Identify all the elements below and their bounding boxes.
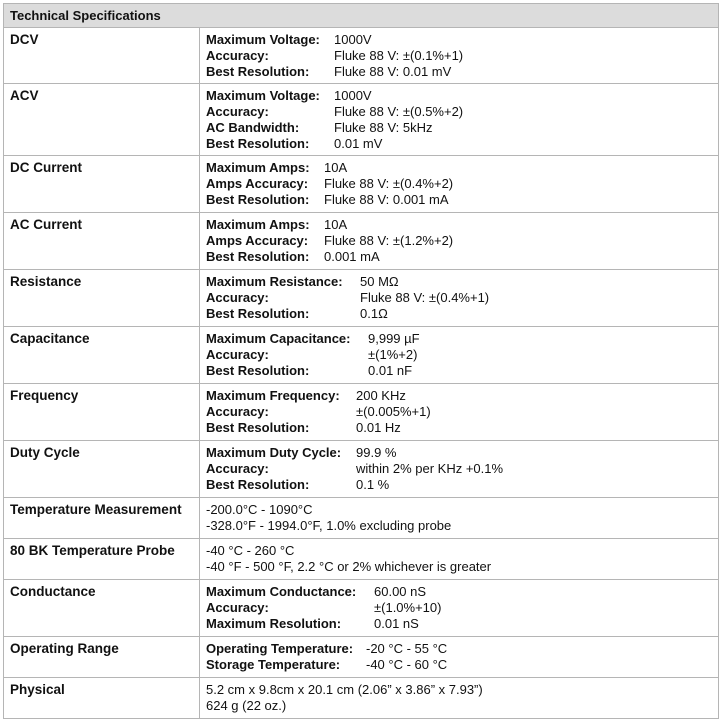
spec-line bbox=[206, 584, 712, 600]
spec-value: 0.1Ω bbox=[360, 306, 388, 321]
spec-line bbox=[206, 274, 712, 290]
spec-label: Accuracy: bbox=[206, 404, 269, 419]
spec-label: Accuracy: bbox=[206, 290, 269, 305]
spec-value: Fluke 88 V: ±(0.4%+1) bbox=[360, 290, 490, 305]
spec-value: 0.01 nS bbox=[374, 616, 419, 631]
spec-label: Storage Temperature: bbox=[206, 657, 341, 672]
spec-label: Maximum Amps: bbox=[206, 217, 310, 232]
spec-line bbox=[206, 600, 712, 616]
spec-value: Fluke 88 V: ±(0.1%+1) bbox=[334, 48, 464, 63]
spec-category: Physical bbox=[4, 678, 200, 719]
table-row bbox=[4, 213, 719, 270]
spec-label: Maximum Resolution: bbox=[206, 616, 342, 631]
table-title: Technical Specifications bbox=[4, 4, 719, 28]
spec-category: 80 BK Temperature Probe bbox=[4, 539, 200, 580]
table-row bbox=[4, 270, 719, 327]
spec-line bbox=[206, 420, 712, 436]
spec-line bbox=[206, 233, 712, 249]
table-row bbox=[4, 498, 719, 539]
spec-category: Capacitance bbox=[4, 327, 200, 384]
spec-line bbox=[206, 363, 712, 379]
table-row bbox=[4, 156, 719, 213]
spec-label: Best Resolution: bbox=[206, 420, 310, 435]
spec-value: 99.9 % bbox=[356, 445, 397, 460]
spec-category: Frequency bbox=[4, 384, 200, 441]
spec-line bbox=[206, 249, 712, 265]
table-row bbox=[4, 441, 719, 498]
table-row bbox=[4, 637, 719, 678]
spec-category: Operating Range bbox=[4, 637, 200, 678]
table-row bbox=[4, 539, 719, 580]
spec-value: 0.01 nF bbox=[368, 363, 413, 378]
spec-label: Best Resolution: bbox=[206, 136, 310, 151]
spec-label: Accuracy: bbox=[206, 600, 269, 615]
spec-table bbox=[3, 3, 719, 719]
spec-line bbox=[206, 445, 712, 461]
spec-label: Amps Accuracy: bbox=[206, 233, 309, 248]
spec-details bbox=[200, 678, 719, 719]
spec-details bbox=[200, 384, 719, 441]
spec-line bbox=[206, 543, 712, 559]
spec-value: -328.0°F - 1994.0°F, 1.0% excluding probe bbox=[206, 518, 452, 533]
spec-line bbox=[206, 347, 712, 363]
spec-category: DCV bbox=[4, 28, 200, 84]
spec-label: Best Resolution: bbox=[206, 64, 310, 79]
spec-value: -200.0°C - 1090°C bbox=[206, 502, 313, 517]
spec-category: DC Current bbox=[4, 156, 200, 213]
spec-label: Best Resolution: bbox=[206, 249, 310, 264]
spec-value: -40 °F - 500 °F, 2.2 °C or 2% whichever is greater bbox=[206, 559, 492, 574]
spec-line bbox=[206, 331, 712, 347]
spec-label: Maximum Capacitance: bbox=[206, 331, 351, 346]
spec-line bbox=[206, 217, 712, 233]
table-row bbox=[4, 28, 719, 84]
spec-label: Best Resolution: bbox=[206, 306, 310, 321]
spec-line bbox=[206, 388, 712, 404]
spec-value: 0.01 mV bbox=[334, 136, 383, 151]
spec-value: 1000V bbox=[334, 32, 372, 47]
spec-details bbox=[200, 498, 719, 539]
spec-label: Best Resolution: bbox=[206, 477, 310, 492]
spec-details bbox=[200, 441, 719, 498]
spec-category: Conductance bbox=[4, 580, 200, 637]
spec-label: Maximum Voltage: bbox=[206, 32, 320, 47]
table-row bbox=[4, 580, 719, 637]
spec-label: Best Resolution: bbox=[206, 363, 310, 378]
spec-category: AC Current bbox=[4, 213, 200, 270]
spec-label: Operating Temperature: bbox=[206, 641, 354, 656]
spec-value: Fluke 88 V: 0.01 mV bbox=[334, 64, 452, 79]
spec-value: Fluke 88 V: ±(0.5%+2) bbox=[334, 104, 464, 119]
spec-value: -40 °C - 60 °C bbox=[366, 657, 448, 672]
spec-line bbox=[206, 641, 712, 657]
spec-value: 200 KHz bbox=[356, 388, 406, 403]
spec-line bbox=[206, 616, 712, 632]
spec-value: Fluke 88 V: ±(0.4%+2) bbox=[324, 176, 454, 191]
spec-line bbox=[206, 461, 712, 477]
spec-line bbox=[206, 32, 712, 48]
spec-value: ±(0.005%+1) bbox=[356, 404, 431, 419]
spec-value: Fluke 88 V: 5kHz bbox=[334, 120, 433, 135]
spec-line bbox=[206, 136, 712, 152]
spec-label: Maximum Amps: bbox=[206, 160, 310, 175]
spec-value: Fluke 88 V: ±(1.2%+2) bbox=[324, 233, 454, 248]
spec-value: Fluke 88 V: 0.001 mA bbox=[324, 192, 449, 207]
spec-label: Maximum Conductance: bbox=[206, 584, 357, 599]
spec-value: 5.2 cm x 9.8cm x 20.1 cm (2.06” x 3.86” x 7.93”) bbox=[206, 682, 483, 697]
spec-line bbox=[206, 404, 712, 420]
spec-label: Maximum Duty Cycle: bbox=[206, 445, 342, 460]
spec-value: 0.1 % bbox=[356, 477, 390, 492]
spec-line bbox=[206, 104, 712, 120]
spec-body bbox=[4, 28, 719, 719]
spec-category: Duty Cycle bbox=[4, 441, 200, 498]
spec-line bbox=[206, 698, 712, 714]
spec-line bbox=[206, 518, 712, 534]
spec-value: within 2% per KHz +0.1% bbox=[356, 461, 504, 476]
spec-category: Resistance bbox=[4, 270, 200, 327]
spec-line bbox=[206, 657, 712, 673]
spec-line bbox=[206, 176, 712, 192]
spec-label: Maximum Resistance: bbox=[206, 274, 343, 289]
spec-label: Accuracy: bbox=[206, 48, 269, 63]
spec-line bbox=[206, 64, 712, 80]
spec-details bbox=[200, 327, 719, 384]
spec-value: -40 °C - 260 °C bbox=[206, 543, 295, 558]
spec-line bbox=[206, 48, 712, 64]
spec-line bbox=[206, 559, 712, 575]
spec-value: 624 g (22 oz.) bbox=[206, 698, 287, 713]
table-row bbox=[4, 84, 719, 156]
spec-value: 60.00 nS bbox=[374, 584, 427, 599]
spec-line bbox=[206, 290, 712, 306]
spec-value: 10A bbox=[324, 217, 348, 232]
spec-label: Accuracy: bbox=[206, 461, 269, 476]
spec-label: Amps Accuracy: bbox=[206, 176, 309, 191]
spec-details bbox=[200, 637, 719, 678]
spec-details bbox=[200, 28, 719, 84]
spec-line bbox=[206, 477, 712, 493]
table-row bbox=[4, 384, 719, 441]
spec-value: 0.001 mA bbox=[324, 249, 380, 264]
spec-details bbox=[200, 84, 719, 156]
spec-value: 1000V bbox=[334, 88, 372, 103]
spec-details bbox=[200, 270, 719, 327]
spec-value: 10A bbox=[324, 160, 348, 175]
spec-value: -20 °C - 55 °C bbox=[366, 641, 448, 656]
spec-category: ACV bbox=[4, 84, 200, 156]
spec-line bbox=[206, 192, 712, 208]
spec-label: Maximum Voltage: bbox=[206, 88, 320, 103]
spec-label: Best Resolution: bbox=[206, 192, 310, 207]
spec-line bbox=[206, 88, 712, 104]
spec-line bbox=[206, 160, 712, 176]
spec-line bbox=[206, 502, 712, 518]
spec-label: AC Bandwidth: bbox=[206, 120, 300, 135]
spec-details bbox=[200, 213, 719, 270]
spec-line bbox=[206, 306, 712, 322]
spec-label: Accuracy: bbox=[206, 104, 269, 119]
spec-line bbox=[206, 682, 712, 698]
table-row bbox=[4, 327, 719, 384]
spec-details bbox=[200, 580, 719, 637]
spec-category: Temperature Measurement bbox=[4, 498, 200, 539]
spec-value: ±(1%+2) bbox=[368, 347, 418, 362]
spec-value: 9,999 µF bbox=[368, 331, 420, 346]
spec-value: ±(1.0%+10) bbox=[374, 600, 442, 615]
spec-line bbox=[206, 120, 712, 136]
spec-label: Maximum Frequency: bbox=[206, 388, 340, 403]
spec-value: 0.01 Hz bbox=[356, 420, 401, 435]
spec-details bbox=[200, 156, 719, 213]
spec-details bbox=[200, 539, 719, 580]
table-row bbox=[4, 678, 719, 719]
spec-value: 50 MΩ bbox=[360, 274, 399, 289]
spec-label: Accuracy: bbox=[206, 347, 269, 362]
